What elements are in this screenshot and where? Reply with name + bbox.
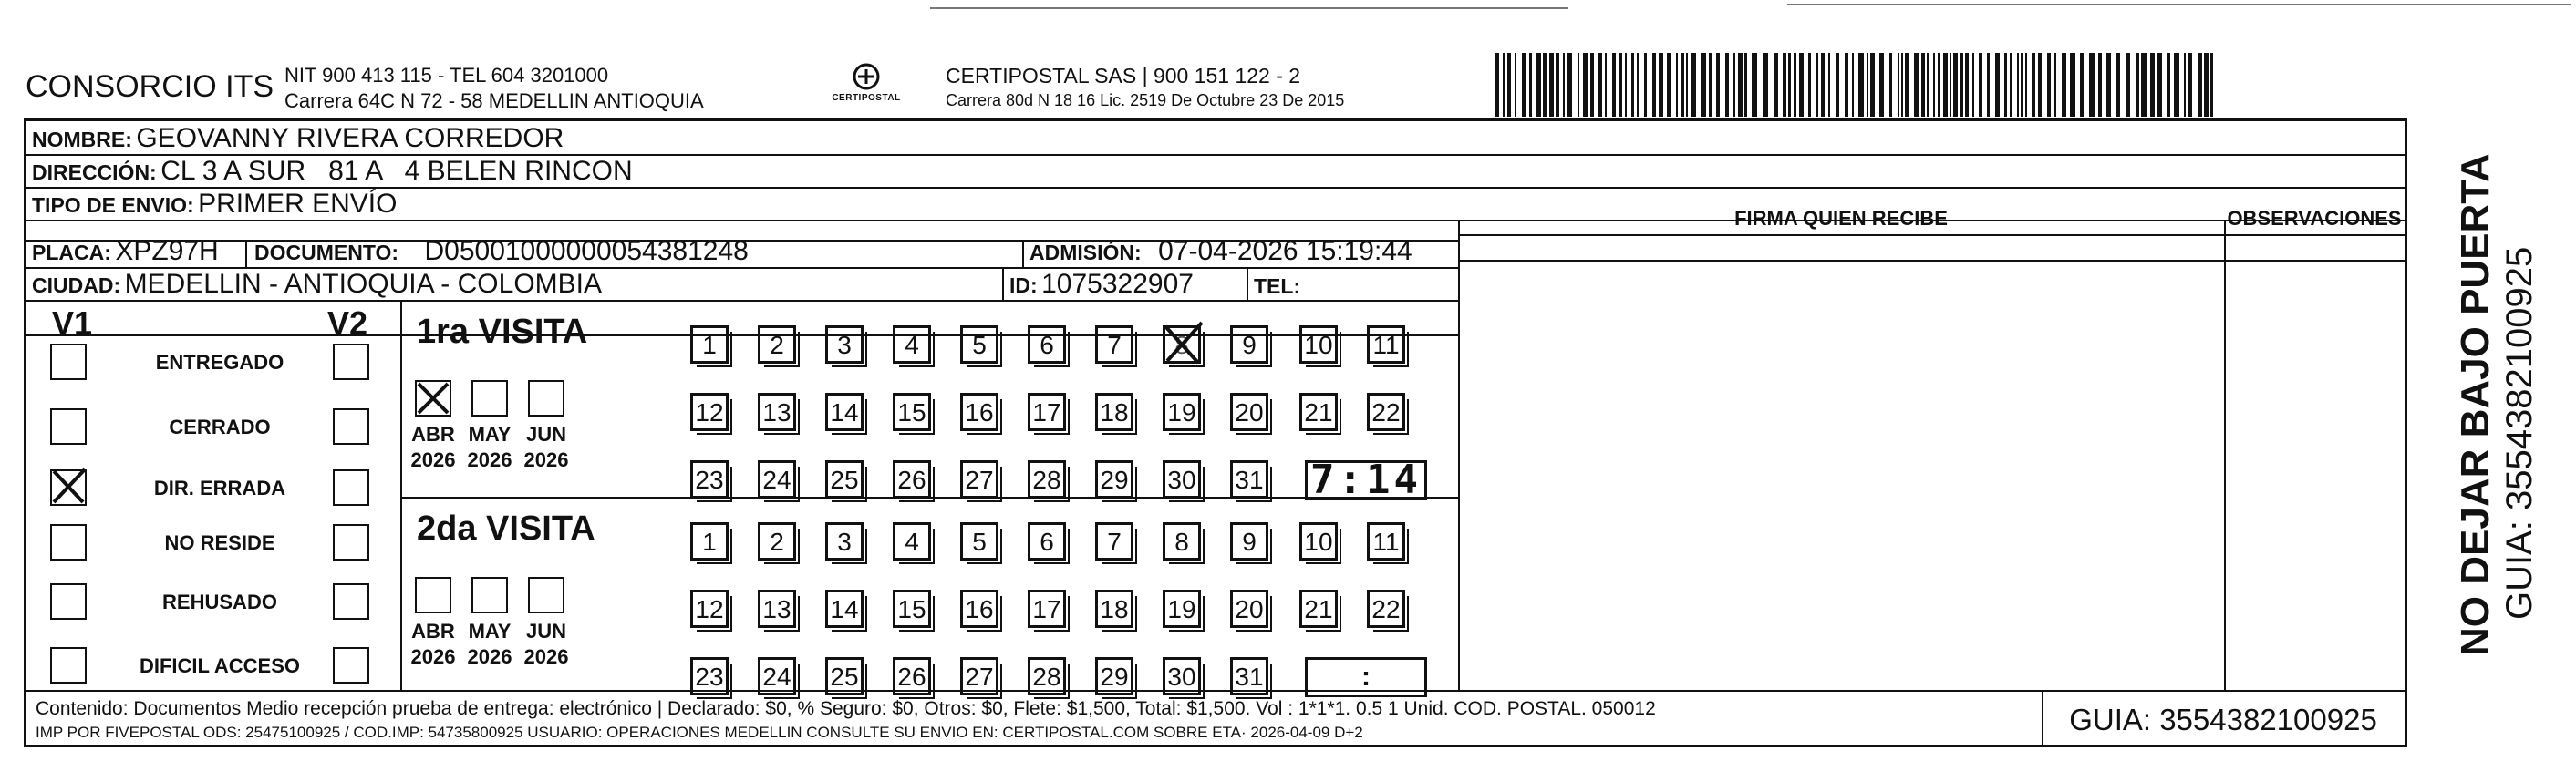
visit1-month-box-0[interactable] [415, 577, 451, 613]
tipo-label: TIPO DE ENVIO: [32, 193, 194, 217]
day-number: 18 [1100, 398, 1129, 427]
visit1-month-box-2[interactable] [528, 577, 564, 613]
logo-text: CERTIPOSTAL [832, 93, 901, 103]
nombre-label: NOMBRE: [32, 128, 132, 151]
v2-label: V2 [327, 304, 368, 342]
visit0-day-2[interactable] [758, 325, 796, 364]
day-number: 2 [770, 528, 784, 556]
day-number: 9 [1242, 528, 1257, 556]
day-number: 27 [965, 466, 994, 494]
nit-line: NIT 900 413 115 - TEL 604 3201000 [284, 64, 609, 87]
visit0-day-17[interactable] [1028, 393, 1066, 431]
visit0-month-label-0 [406, 422, 460, 473]
visit-title-0: 1ra VISITA [417, 313, 588, 351]
month-name: ABR [411, 620, 455, 643]
day-number: 25 [830, 663, 859, 691]
month-year: 2026 [410, 448, 456, 471]
direccion-label: DIRECCIÓN: [32, 160, 157, 184]
day-number: 26 [897, 663, 926, 691]
visit0-day-4[interactable] [893, 325, 931, 364]
visit1-month-box-1[interactable] [471, 577, 508, 613]
visit0-day-9[interactable] [1230, 325, 1268, 364]
visit0-month-box-2[interactable] [528, 380, 564, 417]
day-number: 10 [1304, 528, 1333, 556]
day-number: 4 [905, 331, 919, 359]
visit1-day-7[interactable] [1095, 522, 1133, 561]
check-mark-icon [48, 464, 90, 506]
visit0-month-box-0[interactable] [415, 380, 451, 417]
day-number: 22 [1371, 595, 1401, 623]
day-number: 4 [905, 528, 919, 556]
placa-label: PLACA: [32, 241, 111, 264]
status-label-0: ENTREGADO [155, 351, 284, 374]
day-number: 6 [1040, 331, 1054, 359]
visit1-day-17[interactable] [1028, 590, 1066, 628]
visit0-day-6[interactable] [1028, 325, 1066, 364]
visit1-day-9[interactable] [1230, 522, 1268, 561]
month-year: 2026 [523, 645, 569, 668]
visit0-day-28[interactable] [1028, 460, 1066, 499]
visit1-day-18[interactable] [1095, 590, 1133, 628]
v1-checkbox-2[interactable] [50, 469, 87, 506]
visit1-day-4[interactable] [893, 522, 931, 561]
admision-row [1029, 238, 1412, 265]
admision-label: ADMISIÓN: [1029, 241, 1142, 264]
certipostal-logo [825, 62, 907, 109]
visit1-day-6[interactable] [1028, 522, 1066, 561]
day-number: 8 [1174, 528, 1189, 556]
nombre-value: GEOVANNY RIVERA CORREDOR [136, 123, 564, 153]
shipping-form [24, 118, 2407, 747]
guia-footer: GUIA: 3554382100925 [2069, 703, 2377, 736]
status-label-2: DIR. ERRADA [153, 477, 286, 499]
company-name: CONSORCIO ITS [26, 69, 274, 104]
day-number: 29 [1100, 663, 1129, 691]
day-number: 3 [837, 331, 852, 359]
visit1-day-24[interactable] [758, 657, 796, 695]
day-number: 12 [695, 398, 724, 427]
visit0-day-21[interactable] [1299, 393, 1338, 431]
visit1-day-12[interactable] [690, 590, 729, 628]
day-number: 8 [1174, 331, 1189, 359]
placa-row [32, 238, 219, 265]
visit0-day-24[interactable] [758, 460, 796, 499]
day-number: 11 [1372, 528, 1400, 556]
visit0-time-box[interactable]: 7:14 [1305, 460, 1427, 500]
visit1-day-16[interactable] [960, 590, 998, 628]
day-number: 3 [837, 528, 852, 556]
status-label-4: REHUSADO [162, 591, 277, 613]
no-dejar-text: NO DEJAR BAJO PUERTA [2453, 153, 2498, 656]
visit1-day-19[interactable] [1163, 590, 1201, 628]
check-mark-icon [415, 380, 451, 417]
visit0-day-29[interactable] [1095, 460, 1133, 499]
month-year: 2026 [467, 448, 512, 471]
day-number: 23 [695, 466, 724, 494]
day-number: 16 [965, 398, 994, 427]
visit0-day-16[interactable] [960, 393, 998, 431]
day-number: 19 [1167, 398, 1196, 427]
day-number: 2 [770, 331, 784, 359]
day-number: 1 [702, 331, 717, 359]
day-number: 24 [762, 466, 791, 494]
id-value: 1075322907 [1041, 269, 1194, 299]
visit0-day-14[interactable] [825, 393, 864, 431]
visit1-day-13[interactable] [758, 590, 796, 628]
v2-checkbox-4[interactable] [333, 583, 369, 620]
v1-checkbox-1[interactable] [50, 408, 87, 445]
carrier-line1: CERTIPOSTAL SAS | 900 151 122 - 2 [946, 64, 1301, 87]
visit1-day-21[interactable] [1299, 590, 1338, 628]
admision-value: 07-04-2026 15:19:44 [1158, 236, 1412, 266]
top-edge-line-right [1787, 4, 2571, 5]
v2-checkbox-2[interactable] [333, 469, 369, 506]
visit0-day-10[interactable] [1299, 325, 1338, 364]
visit1-day-25[interactable] [825, 657, 864, 695]
day-number: 20 [1235, 595, 1264, 623]
visit1-day-15[interactable] [893, 590, 931, 628]
day-number: 30 [1167, 466, 1196, 494]
v2-checkbox-1[interactable] [333, 408, 369, 445]
day-number: 13 [762, 595, 791, 623]
day-number: 15 [897, 398, 926, 427]
day-number: 31 [1235, 663, 1264, 691]
top-edge-line [930, 7, 1568, 9]
id-label: ID: [1009, 273, 1038, 297]
visit1-day-8[interactable] [1163, 522, 1201, 561]
day-number: 27 [965, 663, 994, 691]
imp-text: IMP POR FIVEPOSTAL ODS: 25475100925 / COD.IMP: 54735800925 USUARIO: OPERACIONES MEDELLIN CONSULTE SU ENVIO EN: CERTIPOSTAL.COM SOBRE ETA· 2026-04-09 D+2 [36, 724, 1363, 741]
visit0-month-label-2 [519, 422, 574, 473]
tipo-value: PRIMER ENVÍO [198, 189, 398, 219]
visit0-day-30[interactable] [1163, 460, 1201, 499]
day-number: 31 [1235, 466, 1264, 494]
visit1-day-11[interactable] [1367, 522, 1405, 561]
ciudad-value: MEDELLIN - ANTIOQUIA - COLOMBIA [124, 269, 602, 299]
day-number: 1 [702, 528, 717, 556]
visit0-day-26[interactable] [893, 460, 931, 499]
visit0-day-3[interactable] [825, 325, 864, 364]
month-name: MAY [468, 620, 512, 643]
visit0-day-27[interactable] [960, 460, 998, 499]
visit1-day-2[interactable] [758, 522, 796, 561]
day-number: 25 [830, 466, 859, 494]
status-label-5: DIFICIL ACCESO [139, 654, 300, 677]
day-number: 24 [762, 663, 791, 691]
visit0-day-7[interactable] [1095, 325, 1133, 364]
day-number: 11 [1372, 331, 1400, 359]
visit0-day-15[interactable] [893, 393, 931, 431]
visit1-day-10[interactable] [1299, 522, 1338, 561]
month-name: MAY [468, 423, 512, 446]
status-label-3: NO RESIDE [164, 531, 275, 554]
month-year: 2026 [523, 448, 569, 471]
month-year: 2026 [467, 645, 512, 668]
visit1-day-28[interactable] [1028, 657, 1066, 695]
day-number: 17 [1032, 398, 1061, 427]
direccion-row [32, 158, 633, 185]
visit1-day-23[interactable] [690, 657, 729, 695]
day-number: 30 [1167, 663, 1196, 691]
v2-checkbox-3[interactable] [333, 524, 369, 561]
day-number: 13 [762, 398, 791, 427]
visit0-day-8[interactable] [1163, 325, 1201, 364]
v1-checkbox-3[interactable] [50, 524, 87, 561]
side-guia-text: GUIA: 3554382100925 [2499, 246, 2540, 620]
v2-checkbox-5[interactable] [333, 647, 369, 684]
visit1-day-22[interactable] [1367, 590, 1405, 628]
day-number: 15 [897, 595, 926, 623]
day-number: 26 [897, 466, 926, 494]
visit1-day-5[interactable] [960, 522, 998, 561]
visit1-day-29[interactable] [1095, 657, 1133, 695]
day-number: 6 [1040, 528, 1054, 556]
id-row [1009, 271, 1194, 298]
ciudad-label: CIUDAD: [32, 273, 121, 297]
visit1-month-label-1 [462, 619, 517, 670]
month-year: 2026 [410, 645, 456, 668]
visit1-day-14[interactable] [825, 590, 864, 628]
day-number: 19 [1167, 595, 1196, 623]
v1-checkbox-4[interactable] [50, 583, 87, 620]
day-number: 7 [1107, 331, 1122, 359]
visit1-month-label-2 [519, 619, 574, 670]
visit0-month-box-1[interactable] [471, 380, 508, 417]
visit1-day-31[interactable] [1230, 657, 1268, 695]
visit0-day-18[interactable] [1095, 393, 1133, 431]
day-number: 21 [1304, 595, 1333, 623]
day-number: 12 [695, 595, 724, 623]
visit1-day-30[interactable] [1163, 657, 1201, 695]
day-number: 7 [1107, 528, 1122, 556]
visit1-day-26[interactable] [893, 657, 931, 695]
day-number: 28 [1032, 466, 1061, 494]
day-number: 16 [965, 595, 994, 623]
day-number: 14 [830, 398, 859, 427]
visit1-day-27[interactable] [960, 657, 998, 695]
day-number: 29 [1100, 466, 1129, 494]
visit0-day-23[interactable] [690, 460, 729, 499]
visit1-day-3[interactable] [825, 522, 864, 561]
ciudad-row [32, 271, 602, 298]
visit0-day-22[interactable] [1367, 393, 1405, 431]
month-name: ABR [411, 423, 455, 446]
barcode [1495, 53, 2225, 117]
v1-checkbox-0[interactable] [50, 344, 87, 380]
visit0-day-20[interactable] [1230, 393, 1268, 431]
visit0-day-11[interactable] [1367, 325, 1405, 364]
day-number: 23 [695, 663, 724, 691]
day-number: 5 [972, 528, 987, 556]
day-number: 21 [1304, 398, 1333, 427]
visit0-month-label-1 [462, 422, 517, 473]
firma-label: FIRMA QUIEN RECIBE [1734, 207, 1948, 230]
visit0-day-19[interactable] [1163, 393, 1201, 431]
visit1-time-box[interactable]: : [1305, 657, 1427, 697]
carrier-line2: Carrera 80d N 18 16 Lic. 2519 De Octubre 23 De 2015 [946, 91, 1345, 109]
visit0-day-12[interactable] [690, 393, 729, 431]
nombre-row [32, 125, 564, 152]
day-number: 17 [1032, 595, 1061, 623]
visit0-day-1[interactable] [690, 325, 729, 364]
v1-label: V1 [52, 304, 93, 342]
status-label-1: CERRADO [169, 416, 271, 438]
visit0-day-13[interactable] [758, 393, 796, 431]
tel-label: TEL: [1254, 274, 1301, 298]
observaciones-label: OBSERVACIONES [2227, 207, 2402, 230]
day-number: 14 [830, 595, 859, 623]
day-number: 22 [1371, 398, 1401, 427]
visit1-month-label-0 [406, 619, 460, 670]
side-notice [2453, 153, 2540, 656]
direccion-value: CL 3 A SUR 81 A 4 BELEN RINCON [160, 156, 633, 186]
day-number: 9 [1242, 331, 1257, 359]
month-name: JUN [525, 620, 566, 643]
address-line: Carrera 64C N 72 - 58 MEDELLIN ANTIOQUIA [284, 89, 704, 112]
visit0-day-31[interactable] [1230, 460, 1268, 499]
tipo-row [32, 190, 397, 218]
v2-checkbox-0[interactable] [333, 344, 369, 380]
visit1-day-1[interactable] [690, 522, 729, 561]
visit0-day-5[interactable] [960, 325, 998, 364]
documento-row [254, 238, 749, 265]
placa-value: XPZ97H [115, 236, 219, 266]
day-number: 18 [1100, 595, 1129, 623]
day-number: 10 [1304, 331, 1333, 359]
documento-value: D05001000000054381248 [424, 236, 749, 266]
v1-checkbox-5[interactable] [50, 647, 87, 684]
day-number: 5 [972, 331, 987, 359]
month-name: JUN [525, 423, 566, 446]
contenido-text: Contenido: Documentos Medio recepción prueba de entrega: electrónico | Declarado: $0, % Seguro: $0, Otros: $0, Flete: $1,500, Total: $1,500. Vol : 1*1*1. 0.5 1 Unid. COD. POSTAL. 050012 [36, 698, 1656, 719]
day-number: 20 [1235, 398, 1264, 427]
documento-label: DOCUMENTO: [254, 241, 399, 264]
visit-title-1: 2da VISITA [417, 509, 595, 548]
visit1-day-20[interactable] [1230, 590, 1268, 628]
visit0-day-25[interactable] [825, 460, 864, 499]
day-number: 28 [1032, 663, 1061, 691]
